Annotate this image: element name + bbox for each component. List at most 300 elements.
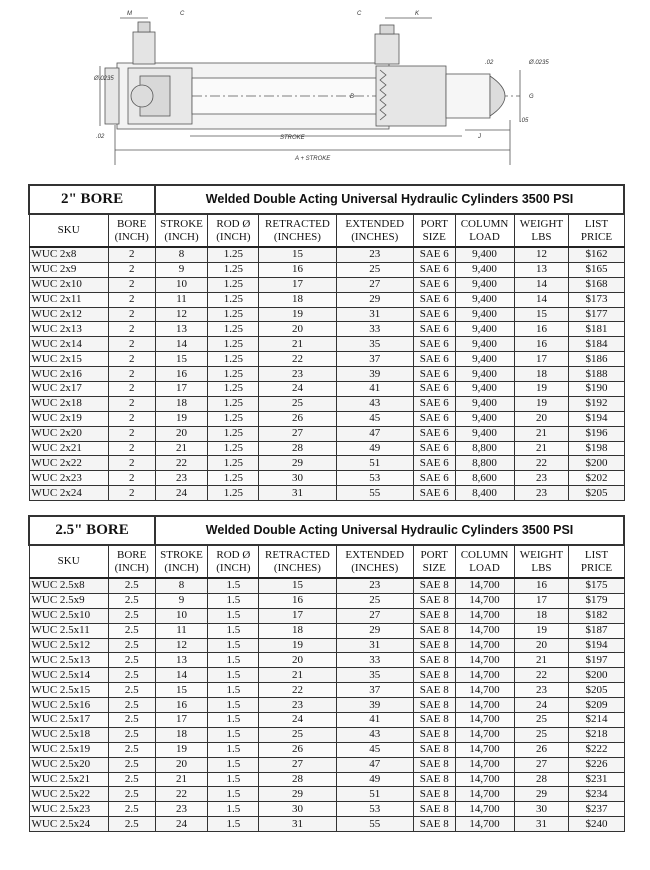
- table-row: [29, 486, 624, 501]
- table-cell: 2.5: [108, 802, 155, 817]
- sku-cell: WUC 2.5x14: [29, 668, 108, 683]
- table-cell: 2: [108, 277, 155, 292]
- table-cell: 23: [259, 367, 336, 382]
- column-header-line1: PORT: [420, 217, 448, 230]
- table-cell: 14: [155, 337, 208, 352]
- table-cell: $202: [569, 471, 624, 486]
- table-cell: 21: [514, 441, 569, 456]
- table-cell: 9,400: [455, 262, 514, 277]
- sku-cell: WUC 2x21: [29, 441, 108, 456]
- column-header-line1: BORE: [117, 217, 147, 230]
- table-cell: 14,700: [455, 638, 514, 653]
- label-b: B: [350, 94, 355, 100]
- column-header: [569, 545, 624, 578]
- table-cell: 9,400: [455, 307, 514, 322]
- table-cell: 26: [259, 742, 336, 757]
- table-cell: 12: [155, 307, 208, 322]
- sku-cell: WUC 2.5x19: [29, 742, 108, 757]
- table-row: [29, 292, 624, 307]
- table-cell: 1.5: [208, 698, 259, 713]
- table-cell: SAE 8: [413, 742, 455, 757]
- table-row: [29, 608, 624, 623]
- table-cell: 18: [259, 623, 336, 638]
- table-cell: SAE 6: [413, 352, 455, 367]
- table-cell: 1.5: [208, 623, 259, 638]
- column-header-line1: COLUMN: [460, 548, 509, 561]
- table-cell: 14,700: [455, 578, 514, 593]
- table-cell: 2.5: [108, 593, 155, 608]
- table-cell: SAE 8: [413, 623, 455, 638]
- table-row: [29, 757, 624, 772]
- table-cell: 22: [259, 352, 336, 367]
- table-cell: $184: [569, 337, 624, 352]
- column-header-line1: RETRACTED: [265, 217, 330, 230]
- table-row: [29, 698, 624, 713]
- table-cell: 29: [259, 456, 336, 471]
- table-cell: $168: [569, 277, 624, 292]
- table-cell: 27: [336, 277, 413, 292]
- spec-table-2in-bore: [28, 184, 625, 501]
- column-header-line1: EXTENDED: [345, 548, 405, 561]
- table-cell: 16: [155, 367, 208, 382]
- table-cell: 18: [514, 608, 569, 623]
- column-header-line1: STROKE: [160, 217, 203, 230]
- table-cell: 2: [108, 307, 155, 322]
- table-cell: 10: [155, 608, 208, 623]
- sku-cell: WUC 2.5x22: [29, 787, 108, 802]
- table-cell: 2.5: [108, 653, 155, 668]
- table-cell: 23: [336, 578, 413, 593]
- table-cell: $214: [569, 713, 624, 728]
- table-cell: 30: [259, 802, 336, 817]
- sku-cell: WUC 2x11: [29, 292, 108, 307]
- table-cell: 15: [514, 307, 569, 322]
- table-cell: 1.5: [208, 608, 259, 623]
- table-row: [29, 352, 624, 367]
- table-cell: 2: [108, 486, 155, 501]
- sku-cell: WUC 2.5x10: [29, 608, 108, 623]
- table-cell: SAE 6: [413, 367, 455, 382]
- table-cell: 8,600: [455, 471, 514, 486]
- table-cell: 30: [259, 471, 336, 486]
- sku-cell: WUC 2.5x8: [29, 578, 108, 593]
- table-cell: 18: [155, 396, 208, 411]
- table-cell: 22: [155, 787, 208, 802]
- table-cell: SAE 8: [413, 817, 455, 832]
- cylinder-diagram: [0, 0, 650, 175]
- label-c-right: C: [357, 11, 362, 17]
- sku-cell: WUC 2x24: [29, 486, 108, 501]
- table-cell: 9,400: [455, 247, 514, 262]
- table-cell: 37: [336, 683, 413, 698]
- table-cell: SAE 8: [413, 802, 455, 817]
- table-cell: 2: [108, 396, 155, 411]
- column-header-line2: (INCHES): [273, 561, 321, 574]
- table-cell: 1.5: [208, 683, 259, 698]
- table-cell: $200: [569, 456, 624, 471]
- column-header-line2: LBS: [531, 561, 552, 574]
- table-cell: 1.25: [208, 396, 259, 411]
- sku-cell: WUC 2x17: [29, 382, 108, 397]
- table-cell: 55: [336, 817, 413, 832]
- table-cell: 9,400: [455, 367, 514, 382]
- table-cell: 14,700: [455, 757, 514, 772]
- table-cell: 2: [108, 247, 155, 262]
- table-cell: SAE 6: [413, 307, 455, 322]
- table-cell: $198: [569, 441, 624, 456]
- table-cell: SAE 8: [413, 713, 455, 728]
- table-cell: 1.5: [208, 638, 259, 653]
- table-cell: 24: [155, 486, 208, 501]
- table-row: [29, 426, 624, 441]
- table-cell: 1.5: [208, 713, 259, 728]
- sku-cell: WUC 2.5x21: [29, 772, 108, 787]
- table-row: [29, 802, 624, 817]
- table-cell: 17: [155, 713, 208, 728]
- table-cell: 14,700: [455, 698, 514, 713]
- column-header-line2: (INCH): [114, 230, 149, 243]
- table-cell: SAE 8: [413, 727, 455, 742]
- table-cell: 23: [514, 486, 569, 501]
- table-cell: 1.5: [208, 772, 259, 787]
- table-cell: 20: [514, 411, 569, 426]
- table-cell: 41: [336, 713, 413, 728]
- table-cell: 31: [336, 638, 413, 653]
- table-cell: $200: [569, 668, 624, 683]
- column-header: [259, 214, 336, 247]
- table-cell: $190: [569, 382, 624, 397]
- column-header: [208, 545, 259, 578]
- table-cell: 20: [259, 653, 336, 668]
- column-header-line1: LIST: [584, 548, 609, 561]
- table-title: Welded Double Acting Universal Hydraulic Cylinders 3500 PSI: [155, 516, 624, 545]
- table-cell: 21: [514, 653, 569, 668]
- table-cell: 9,400: [455, 382, 514, 397]
- column-header-line1: SKU: [57, 224, 80, 236]
- table-cell: 16: [259, 262, 336, 277]
- column-header-line2: (INCHES): [273, 230, 321, 243]
- table-row: [29, 772, 624, 787]
- table-cell: 2.5: [108, 698, 155, 713]
- column-header: [108, 214, 155, 247]
- table-cell: 2.5: [108, 713, 155, 728]
- column-header-line2: (INCH): [164, 561, 199, 574]
- table-cell: 31: [514, 817, 569, 832]
- table-cell: 17: [259, 277, 336, 292]
- sku-cell: WUC 2x19: [29, 411, 108, 426]
- table-cell: 9,400: [455, 322, 514, 337]
- table-cell: $181: [569, 322, 624, 337]
- table-row: [29, 817, 624, 832]
- table-cell: 43: [336, 396, 413, 411]
- table-cell: 14,700: [455, 802, 514, 817]
- table-cell: SAE 6: [413, 396, 455, 411]
- table-cell: 11: [155, 623, 208, 638]
- table-cell: 23: [514, 471, 569, 486]
- table-cell: 1.5: [208, 787, 259, 802]
- table-cell: 2: [108, 426, 155, 441]
- label-g: G: [529, 94, 534, 100]
- table-cell: 1.25: [208, 382, 259, 397]
- column-header-line2: SIZE: [422, 230, 446, 243]
- table-cell: 23: [259, 698, 336, 713]
- column-header: [413, 214, 455, 247]
- table-cell: 31: [259, 817, 336, 832]
- table-cell: 2.5: [108, 817, 155, 832]
- table-cell: 14: [514, 277, 569, 292]
- table-cell: 2: [108, 292, 155, 307]
- table-cell: 14,700: [455, 653, 514, 668]
- table-cell: 2: [108, 456, 155, 471]
- table-cell: 16: [514, 337, 569, 352]
- column-header-line1: WEIGHT: [519, 548, 564, 561]
- table-cell: 1.5: [208, 593, 259, 608]
- port-right: [375, 34, 399, 64]
- table-row: [29, 262, 624, 277]
- column-header: [455, 545, 514, 578]
- column-header-line1: STROKE: [160, 548, 203, 561]
- table-cell: 20: [155, 757, 208, 772]
- table-cell: 16: [155, 698, 208, 713]
- table-cell: 13: [514, 262, 569, 277]
- table-cell: 9,400: [455, 426, 514, 441]
- table-cell: 1.25: [208, 337, 259, 352]
- table-cell: 27: [336, 608, 413, 623]
- table-cell: 22: [514, 668, 569, 683]
- table-cell: SAE 8: [413, 608, 455, 623]
- table-cell: 18: [514, 367, 569, 382]
- table-cell: 16: [514, 578, 569, 593]
- table-cell: 37: [336, 352, 413, 367]
- table-cell: SAE 6: [413, 486, 455, 501]
- table-cell: 2.5: [108, 608, 155, 623]
- table-cell: 20: [155, 426, 208, 441]
- column-header: [514, 545, 569, 578]
- label-05: .05: [520, 118, 529, 124]
- table-cell: 15: [155, 683, 208, 698]
- table-cell: SAE 6: [413, 411, 455, 426]
- table-row: [29, 668, 624, 683]
- table-cell: 14,700: [455, 668, 514, 683]
- table-cell: 8,800: [455, 456, 514, 471]
- table-cell: 27: [259, 426, 336, 441]
- column-header-line2: (INCH): [216, 230, 251, 243]
- table-cell: 17: [155, 382, 208, 397]
- table-cell: $226: [569, 757, 624, 772]
- table-cell: 35: [336, 668, 413, 683]
- table-cell: 2: [108, 441, 155, 456]
- table-cell: 35: [336, 337, 413, 352]
- sku-cell: WUC 2x8: [29, 247, 108, 262]
- table-cell: 19: [514, 623, 569, 638]
- column-header: [259, 545, 336, 578]
- table-cell: 19: [514, 396, 569, 411]
- table-cell: $162: [569, 247, 624, 262]
- label-k: K: [415, 11, 420, 17]
- table-cell: 21: [259, 668, 336, 683]
- table-cell: $240: [569, 817, 624, 832]
- table-cell: 26: [259, 411, 336, 426]
- table-cell: 22: [155, 456, 208, 471]
- table-cell: 1.5: [208, 742, 259, 757]
- table-cell: 15: [259, 578, 336, 593]
- sku-cell: WUC 2.5x16: [29, 698, 108, 713]
- sku-cell: WUC 2x12: [29, 307, 108, 322]
- table-cell: 39: [336, 367, 413, 382]
- column-header-line1: ROD Ø: [216, 548, 251, 561]
- table-cell: 51: [336, 787, 413, 802]
- table-cell: 27: [259, 757, 336, 772]
- column-header-line2: (INCHES): [351, 230, 399, 243]
- table-cell: SAE 6: [413, 426, 455, 441]
- table-cell: SAE 6: [413, 247, 455, 262]
- table-row: [29, 367, 624, 382]
- table-cell: 11: [155, 292, 208, 307]
- table-row: [29, 727, 624, 742]
- table-cell: 2.5: [108, 638, 155, 653]
- sku-cell: WUC 2x18: [29, 396, 108, 411]
- table-cell: 2.5: [108, 787, 155, 802]
- table-cell: 8: [155, 578, 208, 593]
- table-cell: 20: [259, 322, 336, 337]
- table-cell: SAE 6: [413, 382, 455, 397]
- table-row: [29, 307, 624, 322]
- table-cell: 29: [514, 787, 569, 802]
- table-cell: 31: [259, 486, 336, 501]
- table-row: [29, 277, 624, 292]
- table-cell: 1.25: [208, 307, 259, 322]
- column-header-line2: (INCH): [216, 561, 251, 574]
- table-cell: 21: [155, 441, 208, 456]
- label-d-left: Ø.0235: [94, 76, 114, 82]
- table-cell: 33: [336, 322, 413, 337]
- table-cell: 49: [336, 441, 413, 456]
- table-title: Welded Double Acting Universal Hydraulic Cylinders 3500 PSI: [155, 185, 624, 214]
- table-cell: SAE 8: [413, 668, 455, 683]
- table-cell: 51: [336, 456, 413, 471]
- table-cell: 45: [336, 742, 413, 757]
- cylinder-drawing: [0, 0, 650, 175]
- header-row: [29, 214, 624, 247]
- table-cell: 27: [514, 757, 569, 772]
- table-cell: SAE 6: [413, 441, 455, 456]
- table-cell: $179: [569, 593, 624, 608]
- table-cell: 14,700: [455, 817, 514, 832]
- sku-cell: WUC 2x9: [29, 262, 108, 277]
- table-cell: 14,700: [455, 727, 514, 742]
- column-header: [336, 214, 413, 247]
- table-cell: 13: [155, 653, 208, 668]
- table-cell: 2.5: [108, 578, 155, 593]
- column-header-line2: LOAD: [469, 230, 500, 243]
- label-stroke: STROKE: [280, 135, 305, 141]
- column-header-line1: SKU: [57, 555, 80, 567]
- header-row: [29, 545, 624, 578]
- table-cell: 25: [259, 396, 336, 411]
- table-cell: 1.25: [208, 471, 259, 486]
- table-cell: $237: [569, 802, 624, 817]
- table-cell: 2.5: [108, 727, 155, 742]
- table-cell: 25: [514, 727, 569, 742]
- table-cell: $231: [569, 772, 624, 787]
- sku-cell: WUC 2.5x20: [29, 757, 108, 772]
- column-header: [413, 545, 455, 578]
- column-header-line1: EXTENDED: [345, 217, 405, 230]
- table-cell: 9: [155, 593, 208, 608]
- table-cell: 19: [155, 411, 208, 426]
- column-header: [155, 545, 208, 578]
- column-header-line1: LIST: [584, 217, 609, 230]
- column-header-line1: RETRACTED: [265, 548, 330, 561]
- table-cell: 1.5: [208, 668, 259, 683]
- table-cell: $165: [569, 262, 624, 277]
- column-header-line2: LOAD: [469, 561, 500, 574]
- table-cell: 2: [108, 262, 155, 277]
- table-cell: 14,700: [455, 742, 514, 757]
- table-cell: SAE 6: [413, 456, 455, 471]
- table-cell: $205: [569, 683, 624, 698]
- label-d-right: Ø.0235: [529, 60, 549, 66]
- table-cell: 41: [336, 382, 413, 397]
- table-cell: 2.5: [108, 772, 155, 787]
- table-cell: 2: [108, 352, 155, 367]
- table-cell: 14,700: [455, 713, 514, 728]
- table-cell: 33: [336, 653, 413, 668]
- column-header-line2: LBS: [531, 230, 552, 243]
- table-cell: 14,700: [455, 593, 514, 608]
- column-header-line2: PRICE: [580, 561, 613, 574]
- table-cell: 39: [336, 698, 413, 713]
- table-cell: 1.25: [208, 247, 259, 262]
- table-cell: 1.25: [208, 456, 259, 471]
- table-cell: 18: [259, 292, 336, 307]
- table-row: [29, 623, 624, 638]
- table-cell: 21: [259, 337, 336, 352]
- table-cell: 18: [155, 727, 208, 742]
- table-cell: $173: [569, 292, 624, 307]
- table-cell: $196: [569, 426, 624, 441]
- table-cell: 19: [514, 382, 569, 397]
- table-cell: 2.5: [108, 742, 155, 757]
- column-header: [29, 214, 108, 247]
- sku-cell: WUC 2x16: [29, 367, 108, 382]
- sku-cell: WUC 2.5x13: [29, 653, 108, 668]
- table-cell: 13: [155, 322, 208, 337]
- table-cell: 9,400: [455, 292, 514, 307]
- port-left: [133, 32, 155, 64]
- table-row: [29, 742, 624, 757]
- table-row: [29, 471, 624, 486]
- table-row: [29, 787, 624, 802]
- table-body: [29, 578, 624, 832]
- table-cell: SAE 6: [413, 292, 455, 307]
- table-cell: $187: [569, 623, 624, 638]
- label-a-stroke: A + STROKE: [295, 156, 331, 162]
- column-header: [455, 214, 514, 247]
- table-cell: 10: [155, 277, 208, 292]
- table-cell: 19: [155, 742, 208, 757]
- sku-cell: WUC 2.5x17: [29, 713, 108, 728]
- label-angle-bottom: .02: [96, 134, 105, 140]
- table-cell: SAE 8: [413, 593, 455, 608]
- bore-title: 2" BORE: [29, 185, 155, 214]
- sku-cell: WUC 2x13: [29, 322, 108, 337]
- table-cell: SAE 6: [413, 322, 455, 337]
- table-cell: $177: [569, 307, 624, 322]
- table-row: [29, 713, 624, 728]
- column-header-line2: PRICE: [580, 230, 613, 243]
- column-header-line1: PORT: [420, 548, 448, 561]
